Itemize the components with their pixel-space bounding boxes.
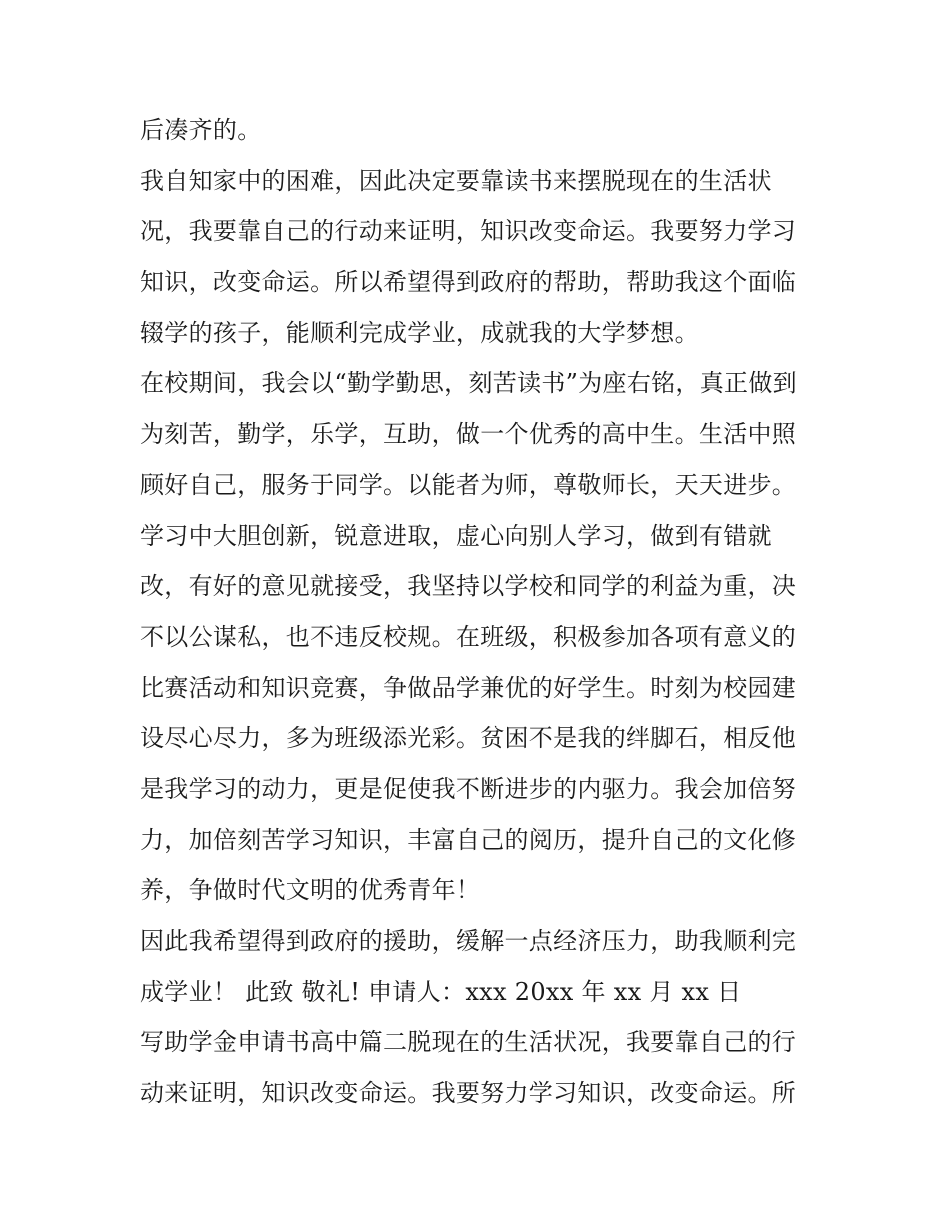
text-line: 动来证明，知识改变命运。我要努力学习知识，改变命运。所 <box>140 1079 797 1108</box>
text-line: 改，有好的意见就接受，我坚持以学校和同学的利益为重，决 <box>140 572 797 601</box>
text-line: 后凑齐的。 <box>140 116 262 144</box>
text-line: 设尽心尽力，多为班级添光彩。贫困不是我的绊脚石，相反他 <box>140 724 797 753</box>
text-line: 成学业！ 此致 敬礼! 申请人：xxx 20xx 年 xx 月 xx 日 <box>140 977 742 1006</box>
text-line: 力，加倍刻苦学习知识，丰富自己的阅历，提升自己的文化修 <box>140 825 797 854</box>
text-line: 顾好自己，服务于同学。以能者为师，尊敬师长，天天进步。 <box>140 470 797 499</box>
text-line: 因此我希望得到政府的援助，缓解一点经济压力，助我顺利完 <box>140 927 797 955</box>
document-body <box>140 109 820 1123</box>
text-line: 为刻苦，勤学，乐学，互助，做一个优秀的高中生。生活中照 <box>140 420 797 449</box>
text-line: 知识，改变命运。所以希望得到政府的帮助，帮助我这个面临 <box>140 268 797 297</box>
text-line: 是我学习的动力，更是促使我不断进步的内驱力。我会加倍努 <box>140 774 797 803</box>
text-line: 我自知家中的困难，因此决定要靠读书来摆脱现在的生活状 <box>140 166 772 195</box>
text-line: 养，争做时代文明的优秀青年！ <box>140 876 481 905</box>
text-line: 况，我要靠自己的行动来证明，知识改变命运。我要努力学习 <box>140 217 797 246</box>
text-line: 学习中大胆创新，锐意进取，虚心向别人学习，做到有错就 <box>140 521 772 550</box>
text-line: 不以公谋私，也不违反校规。在班级，积极参加各项有意义的 <box>140 622 797 651</box>
text-line: 辍学的孩子，能顺利完成学业，成就我的大学梦想。 <box>140 318 699 347</box>
text-line: 比赛活动和知识竞赛，争做品学兼优的好学生。时刻为校园建 <box>140 673 797 702</box>
text-line: 写助学金申请书高中篇二脱现在的生活状况，我要靠自己的行 <box>140 1028 797 1057</box>
text-line: 在校期间，我会以“勤学勤思，刻苦读书”为座右铭，真正做到 <box>140 369 797 398</box>
